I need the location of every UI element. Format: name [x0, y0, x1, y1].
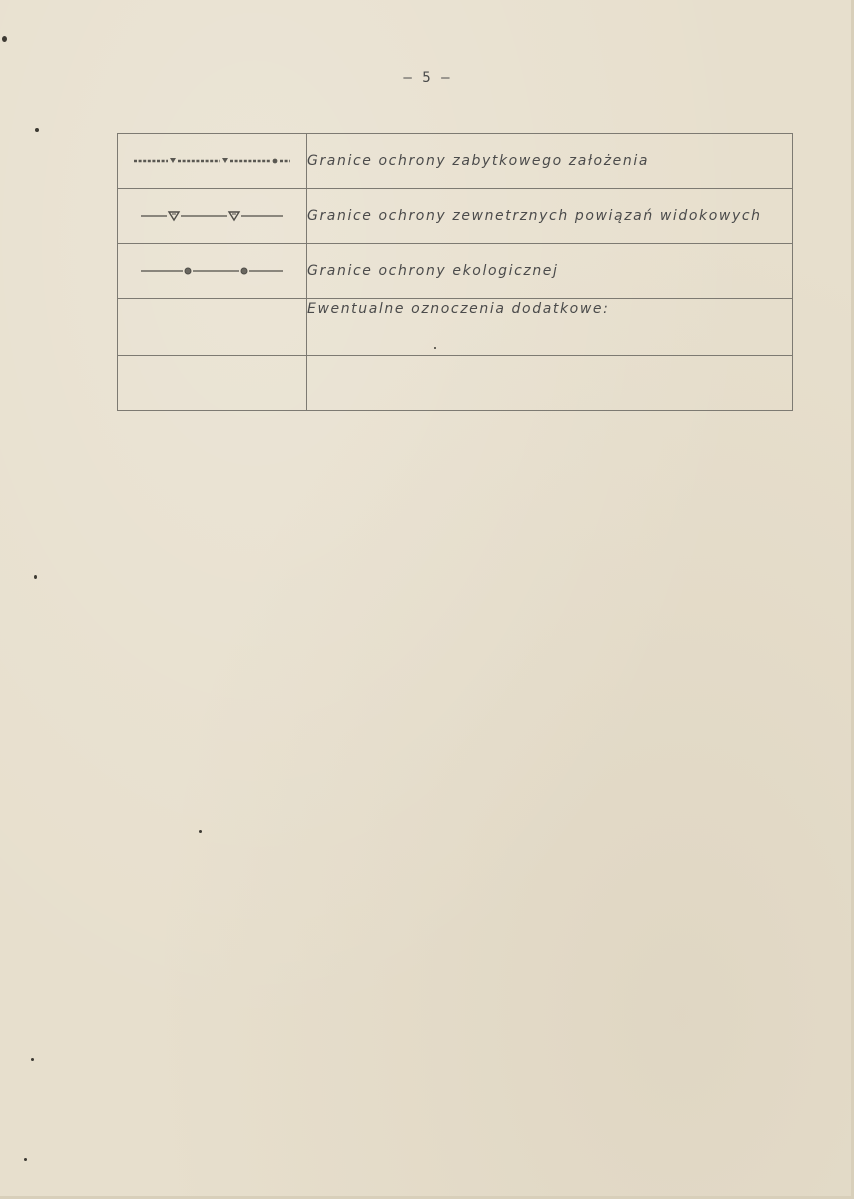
legend-symbol-empty [118, 299, 307, 356]
paper-speck [434, 347, 436, 349]
legend-symbol-heritage-boundary [118, 134, 307, 189]
paper-speck [35, 128, 39, 132]
legend-table [117, 133, 793, 411]
legend-row [118, 356, 793, 411]
legend-symbol-view-boundary [118, 189, 307, 244]
legend-symbol-empty [118, 356, 307, 411]
paper-speck [24, 1158, 27, 1161]
legend-label: Granice ochrony zewnetrznych powiązań widokowych [307, 189, 793, 244]
circle-dash-line-icon [141, 266, 283, 276]
legend-row [118, 134, 793, 189]
legend-symbol-ecological-boundary [118, 244, 307, 299]
legend-label: Granice ochrony zabytkowego założenia [307, 134, 793, 189]
legend-row [118, 244, 793, 299]
paper-speck [31, 1058, 34, 1061]
legend-row [118, 189, 793, 244]
legend-label: Ewentualne oznoczenia dodatkowe: [307, 299, 793, 356]
dotted-dash-line-icon [132, 156, 292, 166]
triangle-dash-line-icon [141, 210, 283, 222]
paper-speck [2, 36, 7, 42]
paper-speck [34, 575, 37, 579]
legend-row [118, 299, 793, 356]
legend-label: Granice ochrony ekologicznej [307, 244, 793, 299]
page-number: — 5 — [403, 70, 451, 86]
legend-label [307, 356, 793, 411]
paper-speck [199, 830, 202, 833]
